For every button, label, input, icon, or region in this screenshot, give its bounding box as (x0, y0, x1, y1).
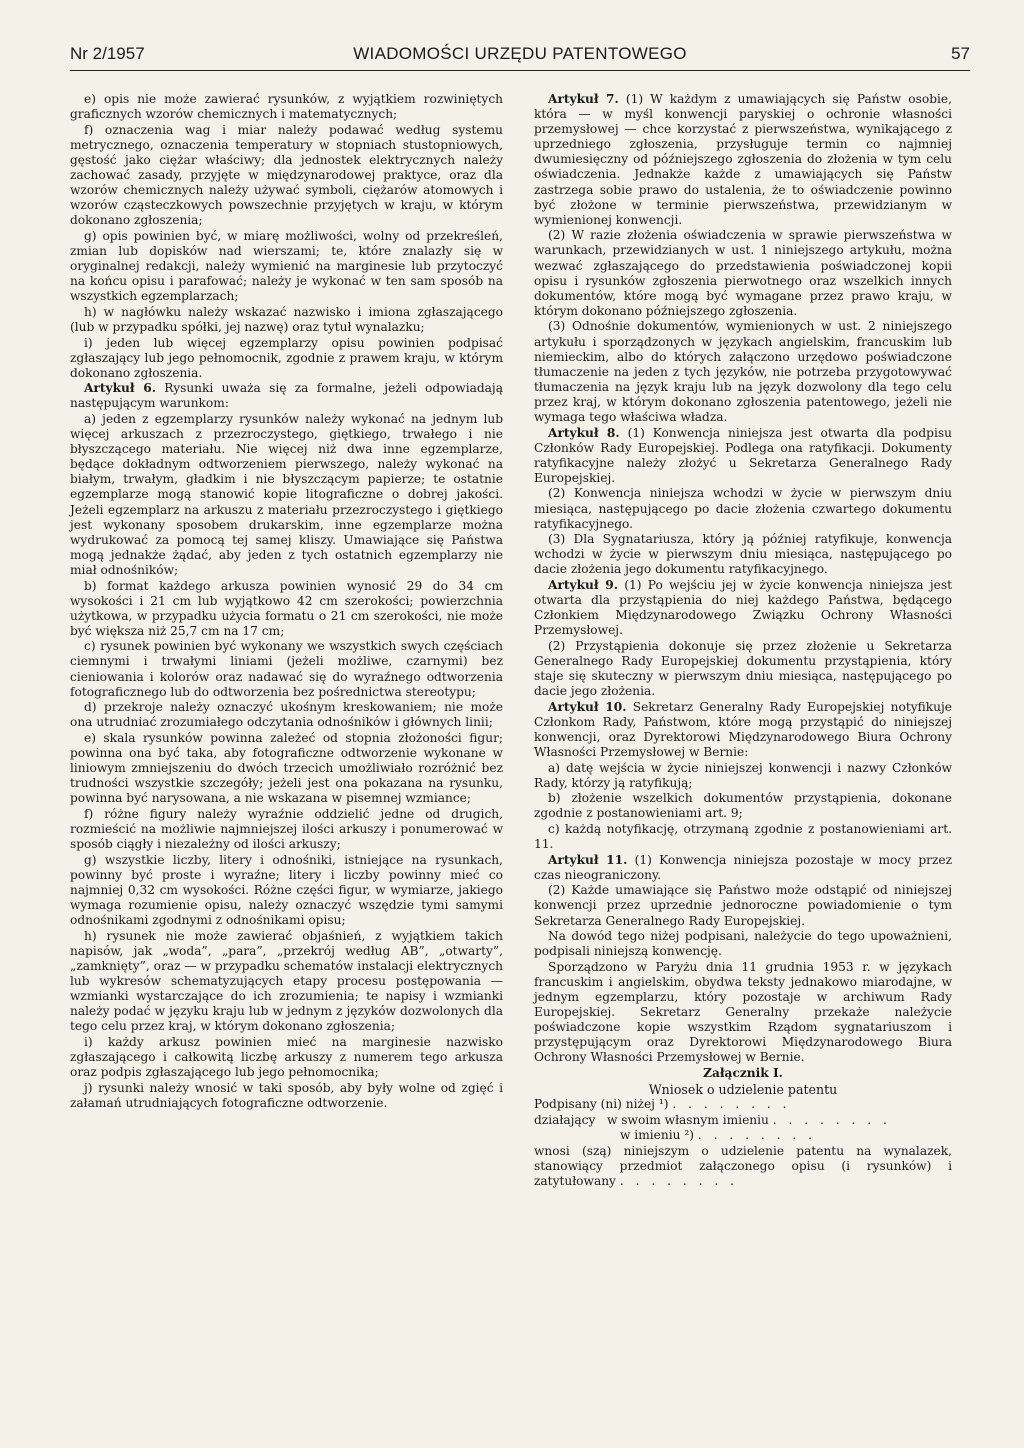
article-11-p1 (534, 853, 952, 883)
page-number: 57 (951, 44, 970, 63)
journal-title: WIADOMOŚCI URZĘDU PATENTOWEGO (353, 44, 687, 63)
article-text: Sekretarz Generalny Rady Europejskiej notyfikuje Członkom Rady, Państwom, które mogą przystąpić do niniejszej konwencji, oraz Dyrektorowi Międzynarodowego Biura Ochrony Własności Przemysłowej w Bernie: (534, 699, 953, 760)
article-8-p2: (2) Konwencja niniejsza wchodzi w życie w pierwszym dniu miesiąca, następującego po dacie złożenia czwartego dokumentu ratyfikacyjnego. (534, 486, 952, 531)
paragraph: i) każdy arkusz powinien mieć na marginesie nazwisko zgłaszającego i całkowitą liczbę arkuszy z numerem tego arkusza oraz podpis zgłaszającego lub jego pełnomocnika; (70, 1034, 503, 1079)
closing-paragraph-1: Na dowód tego niżej podpisani, należycie do tego upoważnieni, podpisali niniejszą konwencję. (534, 929, 952, 959)
article-6-text: Rysunki uważa się za formalne, jeżeli odpowiadają następującym warunkom: (70, 381, 503, 411)
issue-number: Nr 2/1957 (70, 44, 145, 63)
paragraph: b) format każdego arkusza powinien wynosić 29 do 34 cm wysokości i 21 cm lub wyjątkowo 42 cm szerokości; powierzchnia użytkowa, w przypadku użycia formatu o 21 cm szerokości, nie może być większa niż 25,7 cm na 17 cm; (70, 578, 503, 638)
article-6-label: Artykuł 6. (84, 381, 156, 396)
form-line-acting (534, 1113, 952, 1128)
paragraph: h) w nagłówku należy wskazać nazwisko i imiona zgłaszającego (lub w przypadku spółki, jej nazwę) oraz tytuł wynalazku; (70, 304, 503, 334)
article-8-p3: (3) Dla Sygnatariusza, który ją później ratyfikuje, konwencja wchodzi w życie w pierwszym dniu miesiąca, następującego po dacie złożenia jego dokumentu ratyfikacyjnego. (534, 532, 952, 577)
paragraph: f) różne figury należy wyraźnie oddzielić jedne od drugich, rozmieścić na możliwie najmniejszej ilości arkuszy i ponumerować w sposób ciągły i niezależny od ilości arkuszy; (70, 806, 503, 852)
article-10-b: b) złożenie wszelkich dokumentów przystąpienia, dokonane zgodnie z postanowieniami art. 9; (534, 791, 952, 821)
form-line-signed (534, 1097, 952, 1112)
paragraph: j) rysunki należy wnosić w taki sposób, aby były wolne od zgięć i załamań utrudniających fotograficzne odtworzenie. (70, 1080, 503, 1110)
article-7-label: Artykuł 7. (548, 92, 619, 106)
page-header (70, 40, 970, 71)
form-dots: . . . . . . . . (697, 1128, 816, 1143)
annex-subtitle: Wniosek o udzielenie patentu (648, 1081, 838, 1097)
form-label-on-behalf: w imieniu ²) (620, 1128, 694, 1143)
annex-title: Załącznik I. (703, 1066, 783, 1080)
paragraph: e) skala rysunków powinna zależeć od stopnia złożoności figur; powinna ona być taka, aby fotograficzne odtworzenie wykonane w liniowym zmniejszeniu do dwóch trzecich umożliwiało rozróżnić bez trudności wszystkie szczegóły; jeżeli jest ona pokazana na rysunku, powinna być narysowana, a nie wskazana w pisemnej wzmiance; (70, 730, 503, 806)
article-9-p2: (2) Przystąpienia dokonuje się przez złożenie u Sekretarza Generalnego Rady Europejskiej dokumentu przystąpienia, który staje się skuteczny w pierwszym dniu miesiąca, następującego po dacie jego złożenia. (534, 638, 952, 699)
article-8-label: Artykuł 8. (548, 425, 620, 440)
article-text: (1) Konwencja niniejsza pozostaje w mocy przez czas nieograniczony. (534, 852, 953, 882)
form-line-on-behalf (534, 1128, 952, 1143)
paragraph: d) przekroje należy oznaczyć ukośnym kreskowaniem; nie może ona utrudniać zrozumiałego odczytania odnośników i głównych linii; (70, 700, 503, 730)
article-7-p1 (534, 92, 952, 228)
form-label-acting: działający (534, 1112, 596, 1127)
article-9-label: Artykuł 9. (548, 578, 618, 592)
paragraph: e) opis nie może zawierać rysunków, z wyjątkiem rozwiniętych graficznych wzorów chemicznych i matematycznych; (70, 92, 503, 122)
article-10-a: a) datę wejścia w życie niniejszej konwencji i nazwy Członków Rady, którzy ją ratyfikują; (534, 760, 952, 790)
article-text: (1) Po wejściu jej w życie konwencja niniejsza jest otwarta dla przystąpienia do niej każdego Państwa, będącego Członkiem Międzynarodowego Związku Ochrony Własności Przemysłowej. (534, 578, 952, 638)
article-9-p1 (534, 578, 952, 638)
paragraph: g) opis powinien być, w miarę możliwości, wolny od przekreśleń, zmian lub dopisków nad wierszami; te, które znalazły się w oryginalnej redakcji, należy wymienić na marginesie lub przytoczyć na końcu opisu i parafować; należy je wykonać w ten sam sposób na wszystkich egzemplarzach; (70, 228, 503, 304)
form-request-text: wnosi (szą) niniejszym o udzielenie patentu na wynalazek, stanowiący przedmiot załączonego opisu (i rysunków) i zatytułowany (534, 1143, 952, 1189)
article-7-p2: (2) W razie złożenia oświadczenia w sprawie pierwszeństwa w warunkach, przewidzianych w ust. 1 niniejszego artykułu, można wezwać zgłaszającego do przedstawienia poświadczonej kopii opisu i rysunków zgłoszenia pierwotnego oraz wszelkich innych dokumentów, które mogą być wymagane przez prawo kraju, w którym dokonano późniejszego zgłoszenia. (534, 228, 952, 318)
form-label-signed: Podpisany (ni) niżej ¹) (534, 1097, 669, 1112)
article-11-label: Artykuł 11. (548, 852, 628, 867)
paragraph: c) rysunek powinien być wykonany we wszystkich swych częściach ciemnymi i trwałymi liniami (jeżeli możliwe, czarnymi) bez cieniowania i kolorów oraz nadawać się do wyraźnego odtworzenia fotograficznego lub do odtworzenia bez pośrednictwa stereotypu; (70, 639, 503, 699)
right-column (534, 92, 952, 1190)
paragraph: i) jeden lub więcej egzemplarzy opisu powinien podpisać zgłaszający lub jego pełnomocnik, zgodnie z prawem kraju, w którym dokonano zgłoszenia. (70, 335, 503, 380)
paragraph: f) oznaczenia wag i miar należy podawać według systemu metrycznego, oznaczenia temperatury w stopniach stustopniowych, gęstość jako ciężar właściwy; dla jednostek elektrycznych należy zachować zasady, przyjęte w międzynarodowej praktyce, oraz dla wzorów chemicznych należy używać symboli, ciężarów atomowych i wzorów cząsteczkowych powszechnie przyjętych w kraju, w którym dokonano zgłoszenia; (70, 122, 503, 228)
article-11-p2: (2) Każde umawiające się Państwo może odstąpić od niniejszej konwencji przez uprzednie jednoroczne powiadomienie o tym Sekretarza Generalnego Rady Europejskiej. (534, 883, 952, 928)
article-7-p3: (3) Odnośnie dokumentów, wymienionych w ust. 2 niniejszego artykułu i sporządzonych w językach angielskim, francuskim lub niemieckim, albo do których załączono urzędowo poświadczone tłumaczenie na jeden z tych języków, nie potrzeba przygotowywać tłumaczenia na język kraju lub na język dozwolony dla tego celu przez kraj, w którym dokonano zgłoszenia patentowego, jeżeli nie wymaga tego właściwa władza. (534, 319, 952, 424)
article-8-p1 (534, 426, 952, 486)
article-text: (1) W każdym z umawiających się Państw osobie, która — w myśl konwencji paryskiej o ochronie własności przemysłowej — chce korzystać z pierwszeństwa, wynikającego z uprzedniego zgłoszenia, przysługuje termin co najmniej dwumiesięczny od późniejszego zgłoszenia do złożenia w tym celu oświadczenia. Jednakże każde z umawiających się Państw zastrzega sobie prawo do ustalenia, że to oświadczenie powinno być złożone w terminie pierwszeństwa, przewidzianym w wymienionej konwencji. (534, 92, 952, 227)
form-dots: . . . . . . . . (772, 1112, 891, 1127)
form-dots: . . . . . . . . (672, 1097, 791, 1112)
paragraph: g) wszystkie liczby, litery i odnośniki, istniejące na rysunkach, powinny być proste i wyraźne; litery i liczby powinny mieć co najmniej 0,32 cm wysokości. Różne części figur, w wymiarze, jakiego wymaga rozumienie opisu, należy oznaczyć wszędzie tymi samymi odnośnikami zgodnymi z odnośnikami opisu; (70, 852, 503, 928)
form-label-own-name: w swoim własnym imieniu (607, 1112, 769, 1127)
paragraph: h) rysunek nie może zawierać objaśnień, z wyjątkiem takich napisów, jak „woda”, „para”, „przekrój według AB”, „otwarty”, „zamknięty”, oraz — w przypadku schematów instalacji elektrycznych lub wykresów schematyzujących etapy procesu postępowania — wzmianki wystarczające do ich zrozumienia; te napisy i wzmianki należy podać w języku kraju lub w jednym z języków dozwolonych dla tego celu przez kraj, w którym dokonano zgłoszenia; (70, 928, 503, 1034)
form-dots: . . . . . . . . (619, 1174, 738, 1189)
article-10-p1 (534, 700, 952, 760)
article-6 (70, 381, 503, 411)
closing-paragraph-2: Sporządzono w Paryżu dnia 11 grudnia 1953 r. w językach francuskim i angielskim, obydwa teksty jednakowo miarodajne, w jednym egzemplarzu, który pozostaje w archiwum Rady Europejskiej. Sekretarz Generalny przekaże należycie poświadczone kopie wszystkim Rządom sygnatariuszom i przystępującym oraz Dyrektorowi Międzynarodowego Biura Ochrony Własności Przemysłowej w Bernie. (534, 959, 952, 1065)
form-line-request (534, 1144, 952, 1189)
left-column (70, 92, 503, 1111)
paragraph: a) jeden z egzemplarzy rysunków należy wykonać na jednym lub więcej arkuszach z przezroczystego, giętkiego, trwałego i nie błyszczącego materiału. Nie więcej niż dwa inne egzemplarze, będące dokładnym odtworzeniem pierwszego, należy wykonać na białym, trwałym, gładkim i nie błyszczącym papierze; te ostatnie egzemplarze mogą stanowić kopie litograficzne o dobrej jakości. Jeżeli egzemplarz na arkuszu z materiału przezroczystego i giętkiego jest wykonany sposobem drukarskim, inne egzemplarze można wydrukować za pomocą tej samej kliszy. Umawiające się Państwa mogą jednakże żądać, aby jeden z tych ostatnich egzemplarzy nie miał odnośników; (70, 411, 503, 577)
article-10-label: Artykuł 10. (548, 699, 627, 714)
article-10-c: c) każdą notyfikację, otrzymaną zgodnie z postanowieniami art. 11. (534, 822, 952, 852)
article-text: (1) Konwencja niniejsza jest otwarta dla podpisu Członków Rady Europejskiej. Podlega ona ratyfikacji. Dokumenty ratyfikacyjne należy złożyć u Sekretarza Generalnego Rady Europejskiej. (534, 425, 952, 485)
